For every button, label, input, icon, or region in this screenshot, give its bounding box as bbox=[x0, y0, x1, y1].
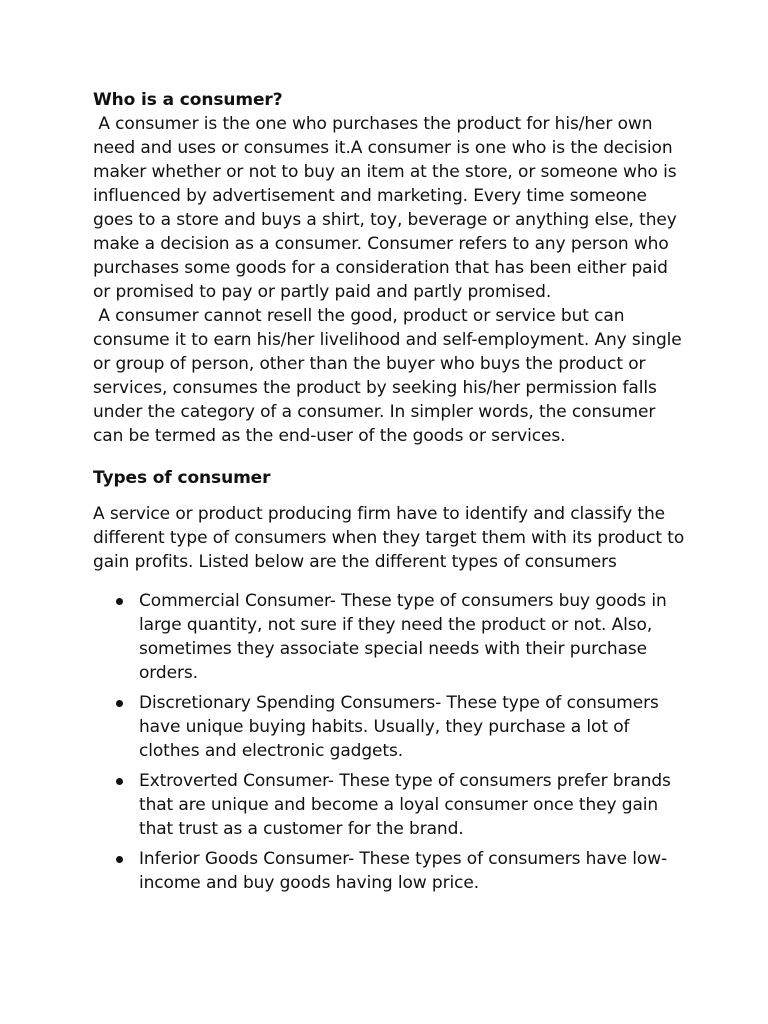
bullet-icon bbox=[116, 700, 123, 707]
bullet-icon bbox=[116, 778, 123, 785]
list-item-text: Inferior Goods Consumer- These types of consumers have low-income and buy goods having low price. bbox=[139, 849, 668, 893]
section-heading-who-is-consumer: Who is a consumer? bbox=[93, 90, 283, 110]
list-item-text: Discretionary Spending Consumers- These type of consumers have unique buying habits. Usually, they purchase a lot of clothes and electronic gadgets. bbox=[139, 693, 659, 761]
list-item-commercial-consumer bbox=[93, 589, 685, 685]
bullet-icon bbox=[116, 856, 123, 863]
list-item-inferior-goods-consumer bbox=[93, 847, 685, 895]
list-item-text: Extroverted Consumer- These type of consumers prefer brands that are unique and become a loyal consumer once they gain that trust as a customer for the brand. bbox=[139, 771, 671, 839]
document-body bbox=[93, 88, 690, 901]
definition-paragraph: A consumer is the one who purchases the product for his/her own need and uses or consumes it.A consumer is one who is the decision maker whether or not to buy an item at the store, or someone who is influenced by advertisement and marketing. Every time someone goes to a store and buys a shirt, toy, beverage or anything else, they make a decision as a consumer. Consumer refers to any person who purchases some goods for a consideration that has been either paid or promised to pay or partly paid and partly promised. bbox=[93, 114, 683, 302]
resale-paragraph: A consumer cannot resell the good, product or service but can consume it to earn his/her livelihood and self-employment. Any single or group of person, other than the buyer who buys the product or services, consumes the product by seeking his/her permission falls under the category of a consumer. In simpler words, the consumer can be termed as the end-user of the goods or services. bbox=[93, 306, 687, 446]
list-item-discretionary-spending-consumers bbox=[93, 691, 685, 763]
list-item-extroverted-consumer bbox=[93, 769, 685, 841]
consumer-types-list bbox=[93, 589, 685, 895]
section-heading-types-of-consumer: Types of consumer bbox=[93, 468, 271, 488]
types-intro-paragraph: A service or product producing firm have to identify and classify the different type of consumers when they target them with its product to gain profits. Listed below are the different types of consumers bbox=[93, 504, 690, 572]
list-item-text: Commercial Consumer- These type of consumers buy goods in large quantity, not sure if they need the product or not. Also, sometimes they associate special needs with their purchase orders. bbox=[139, 591, 667, 683]
bullet-icon bbox=[116, 598, 123, 605]
